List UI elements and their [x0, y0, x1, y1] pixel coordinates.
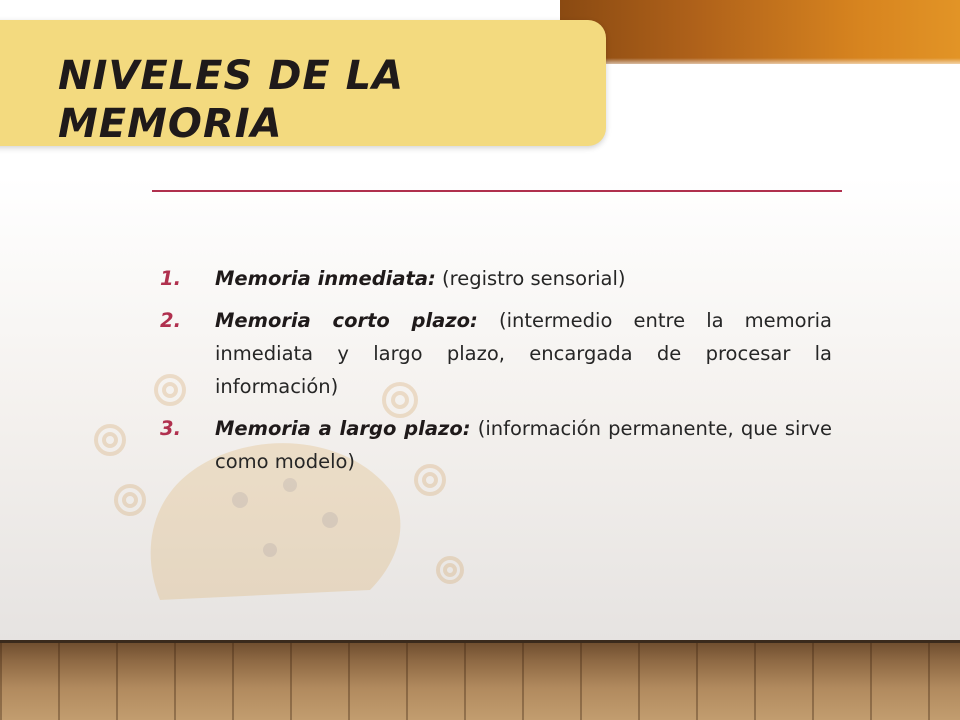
- list-number: 2.: [160, 309, 181, 332]
- wooden-floor: [0, 640, 960, 720]
- list-description: (información permanente, que sirve como modelo): [215, 417, 833, 473]
- list-term: Memoria a largo plazo:: [215, 417, 471, 440]
- slide-title: NIVELES DE LA MEMORIA: [58, 53, 405, 147]
- list-item: [160, 262, 832, 295]
- list-item: [160, 304, 832, 403]
- list-description: (registro sensorial): [435, 267, 626, 290]
- top-banner: [560, 0, 960, 64]
- title-box: [0, 20, 606, 146]
- list-term: Memoria corto plazo:: [215, 309, 478, 332]
- list-number: 3.: [160, 417, 181, 440]
- memory-levels-list: [160, 262, 832, 487]
- list-term: Memoria inmediata:: [215, 267, 436, 290]
- list-description: (intermedio entre la memoria inmediata y largo plazo, encargada de procesar la información): [215, 309, 832, 398]
- list-number: 1.: [160, 267, 181, 290]
- list-item: [160, 412, 832, 478]
- title-divider: [152, 190, 842, 192]
